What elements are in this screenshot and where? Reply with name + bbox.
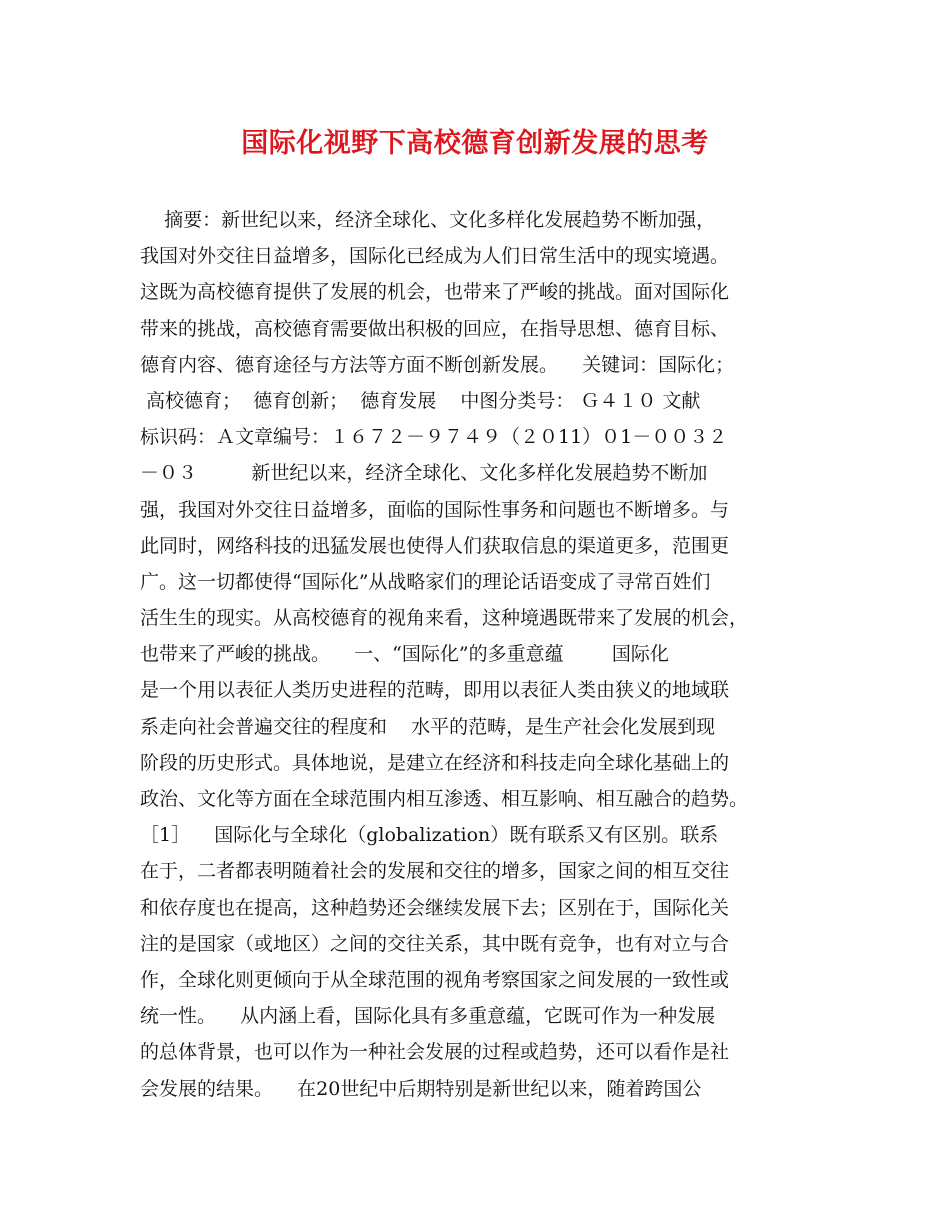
body-line: 的总体背景，也可以作为一种社会发展的过程或趋势，还可以看作是社 [140, 1041, 730, 1064]
body-line: 高校德育； 德育创新； 德育发展 中图分类号： Ｇ４１０ 文献 [140, 389, 701, 412]
body-line: 是一个用以表征人类历史进程的范畴，即用以表征人类由狭义的地域联 [140, 679, 730, 702]
document-title: 国际化视野下高校德育创新发展的思考 [241, 128, 709, 159]
body-line: 摘要：新世纪以来，经济全球化、文化多样化发展趋势不断加强， [140, 209, 716, 231]
body-line: 德育内容、德育途径与方法等方面不断创新发展。 关键词：国际化； [140, 353, 735, 376]
body-line: 统一性。 从内涵上看，国际化具有多重意蕴，它既可作为一种发展 [140, 1005, 716, 1028]
body-line: 此同时，网络科技的迅猛发展也使得人们获取信息的渠道更多，范围更 [140, 534, 730, 557]
body-line: 我国对外交往日益增多，国际化已经成为人们日常生活中的现实境遇。 [140, 245, 730, 268]
body-line: 和依存度也在提高，这种趋势还会继续发展下去；区别在于，国际化关 [140, 896, 730, 919]
body-line: 注的是国家（或地区）之间的交往关系，其中既有竞争，也有对立与合 [140, 932, 730, 955]
body-line: 会发展的结果。 在20世纪中后期特别是新世纪以来，随着跨国公 [140, 1077, 702, 1100]
body-line: 这既为高校德育提供了发展的机会，也带来了严峻的挑战。面对国际化 [140, 281, 730, 304]
body-line: 作，全球化则更倾向于从全球范围的视角考察国家之间发展的一致性或 [140, 968, 730, 991]
document-body [140, 202, 840, 1107]
body-line: 也带来了严峻的挑战。 一、“国际化”的多重意蕴 国际化 [140, 643, 669, 666]
body-line: 活生生的现实。从高校德育的视角来看，这种境遇既带来了发展的机会， [140, 607, 749, 630]
body-line: ［1］ 国际化与全球化（globalization）既有联系又有区别。联系 [140, 824, 719, 847]
body-line: －０３ 新世纪以来，经济全球化、文化多样化发展趋势不断加 [140, 462, 708, 485]
body-line: 强，我国对外交往日益增多，面临的国际性事务和问题也不断增多。与 [140, 498, 730, 521]
body-line: 广。这一切都使得“国际化”从战略家们的理论话语变成了寻常百姓们 [140, 570, 711, 593]
body-line: 标识码：Ａ文章编号：１６７２－９７４９（２０11）０1－００３２ [140, 426, 728, 449]
body-line: 阶段的历史形式。具体地说，是建立在经济和科技走向全球化基础上的 [140, 751, 730, 774]
body-line: 系走向社会普遍交往的程度和 水平的范畴，是生产社会化发展到现 [140, 715, 716, 738]
body-line: 在于，二者都表明随着社会的发展和交往的增多，国家之间的相互交往 [140, 860, 730, 883]
body-line: 政治、文化等方面在全球范围内相互渗透、相互影响、相互融合的趋势。 [140, 788, 749, 810]
body-line: 带来的挑战，高校德育需要做出积极的回应，在指导思想、德育目标、 [140, 317, 730, 340]
